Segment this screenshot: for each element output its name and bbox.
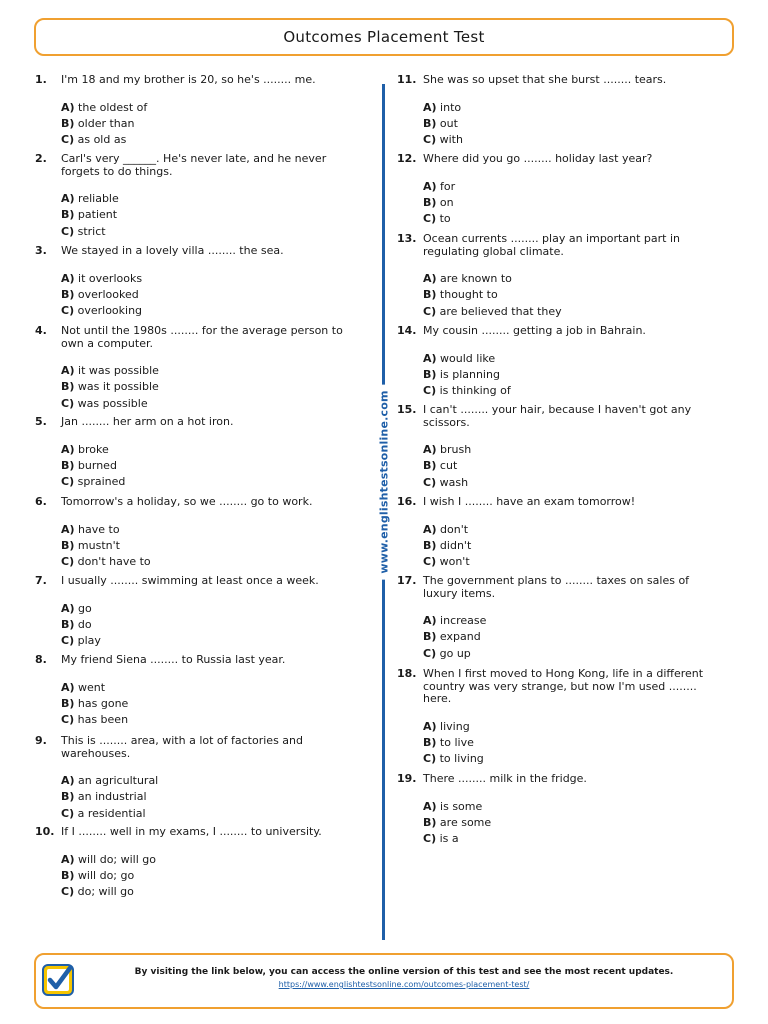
option-letter: A): [423, 100, 437, 114]
answer-option[interactable]: [61, 884, 156, 900]
option-text: on: [439, 195, 454, 209]
answer-option[interactable]: [61, 363, 159, 379]
option-text: it was possible: [78, 364, 159, 377]
answer-option[interactable]: [61, 224, 119, 240]
option-text: sprained: [77, 475, 126, 489]
answer-option[interactable]: [423, 351, 511, 367]
option-letter: C): [61, 224, 75, 238]
answer-option[interactable]: [61, 680, 128, 696]
question-text-line: I'm 18 and my brother is 20, so he's ........ me.: [61, 73, 316, 86]
option-text: will do; will go: [78, 852, 156, 866]
answer-option[interactable]: [61, 773, 158, 789]
question-text-line: here.: [423, 692, 452, 705]
option-text: expand: [439, 630, 481, 644]
option-letter: A): [61, 852, 75, 866]
question-text: [423, 325, 646, 338]
question-text-line: If I ........ well in my exams, I ........ to university.: [61, 825, 322, 838]
answer-option[interactable]: [423, 719, 484, 735]
question-number: 11.: [397, 73, 417, 86]
question-text-line: Ocean currents ........ play an important part in: [423, 232, 680, 245]
answer-option[interactable]: [61, 712, 128, 728]
option-text: patient: [77, 208, 118, 222]
option-text: are believed that they: [439, 304, 562, 318]
watermark-text: www.englishtestsonline.com: [374, 384, 395, 579]
option-letter: A): [423, 179, 437, 193]
answer-option[interactable]: [61, 852, 156, 868]
question-text-line: My friend Siena ........ to Russia last year.: [61, 653, 286, 666]
option-text: is some: [440, 799, 483, 813]
answer-options: [61, 680, 128, 729]
option-text: don't have to: [77, 555, 151, 569]
question-number: 18.: [397, 667, 417, 680]
answer-option[interactable]: [61, 191, 119, 207]
option-text: do; will go: [77, 885, 134, 899]
question-text-line: This is ........ area, with a lot of factories and: [61, 734, 303, 747]
answer-option[interactable]: [61, 396, 159, 412]
option-letter: A): [423, 614, 437, 627]
answer-option[interactable]: [423, 100, 463, 116]
option-text: won't: [439, 555, 470, 569]
answer-option[interactable]: [61, 617, 101, 633]
answer-option[interactable]: [61, 538, 151, 554]
answer-option[interactable]: [423, 116, 463, 132]
answer-option[interactable]: [61, 132, 147, 148]
question-text-line: When I first moved to Hong Kong, life in a different: [423, 667, 704, 680]
question-text-line: There ........ milk in the fridge.: [423, 772, 587, 785]
question-text-line: Not until the 1980s ........ for the average person to: [61, 324, 343, 337]
option-text: don't: [440, 522, 469, 536]
title-box: [34, 18, 734, 56]
option-letter: B): [423, 116, 437, 130]
option-letter: C): [61, 396, 75, 410]
question-text: [423, 233, 680, 258]
option-letter: B): [423, 538, 437, 552]
option-letter: B): [61, 458, 75, 472]
answer-option[interactable]: [423, 271, 562, 287]
option-letter: A): [61, 774, 75, 787]
answer-options: [61, 191, 119, 240]
answer-options: [423, 100, 463, 149]
option-text: cut: [439, 459, 458, 473]
question-text-line: luxury items.: [423, 586, 496, 600]
option-letter: B): [61, 868, 75, 882]
option-text: play: [77, 634, 101, 648]
answer-options: [423, 179, 455, 228]
option-letter: B): [423, 735, 437, 749]
question-number: 14.: [397, 324, 417, 337]
option-text: go up: [439, 646, 471, 660]
answer-option[interactable]: [423, 442, 471, 458]
answer-option[interactable]: [423, 179, 455, 195]
question-number: 6.: [35, 495, 47, 508]
question-number: 9.: [35, 734, 47, 747]
answer-options: [61, 271, 142, 320]
question-number: 2.: [35, 152, 47, 165]
option-text: has gone: [77, 696, 129, 710]
option-text: will do; go: [77, 868, 135, 882]
option-letter: C): [61, 475, 75, 489]
answer-option[interactable]: [423, 629, 486, 645]
answer-option[interactable]: [423, 735, 484, 751]
option-letter: A): [61, 192, 75, 205]
answer-option[interactable]: [423, 195, 455, 211]
question-text: [61, 654, 285, 667]
option-letter: B): [61, 116, 75, 130]
question-text-line: Carl's very ______. He's never late, and he never: [61, 152, 327, 165]
option-letter: B): [61, 380, 75, 394]
question-text: [61, 74, 316, 87]
question-text-line: own a computer.: [61, 336, 153, 350]
answer-option[interactable]: [423, 751, 484, 767]
footer-box: [34, 953, 734, 1009]
answer-option[interactable]: [423, 458, 471, 474]
option-text: have to: [78, 522, 120, 536]
option-text: went: [78, 680, 106, 694]
answer-options: [423, 613, 486, 662]
footer-link[interactable]: https://www.englishtestsonline.com/outcomes-placement-test/: [278, 980, 530, 989]
answer-option[interactable]: [423, 646, 486, 662]
question-text-line: We stayed in a lovely villa ........ the sea.: [61, 244, 284, 257]
question-text: [61, 245, 284, 258]
question-text: [423, 575, 689, 600]
answer-option[interactable]: [423, 538, 471, 554]
option-letter: C): [423, 384, 437, 398]
option-text: would like: [440, 351, 496, 365]
question-text: [423, 668, 703, 706]
question-number: 19.: [397, 772, 417, 785]
question-text: [423, 773, 587, 786]
option-letter: B): [423, 367, 437, 381]
question-text-line: I can't ........ your hair, because I haven't got any: [423, 403, 692, 416]
option-text: are some: [439, 815, 492, 829]
question-text-line: warehouses.: [61, 746, 131, 760]
option-text: with: [439, 133, 463, 147]
option-text: burned: [77, 458, 117, 472]
question-number: 16.: [397, 495, 417, 508]
question-text-line: She was so upset that she burst ........ tears.: [423, 73, 667, 86]
option-text: an industrial: [77, 790, 147, 804]
option-text: is thinking of: [439, 384, 511, 398]
question-text: [61, 575, 319, 588]
answer-option[interactable]: [61, 303, 142, 319]
question-number: 12.: [397, 152, 417, 165]
answer-option[interactable]: [423, 613, 486, 629]
option-text: do: [77, 617, 92, 631]
option-letter: A): [61, 364, 75, 377]
answer-option[interactable]: [61, 116, 147, 132]
answer-options: [61, 601, 101, 650]
option-letter: B): [61, 790, 75, 804]
question-text: [61, 826, 322, 839]
question-text: [423, 74, 666, 87]
option-text: was possible: [77, 396, 148, 410]
option-letter: C): [61, 713, 75, 727]
option-letter: C): [423, 555, 437, 569]
answer-option[interactable]: [61, 696, 128, 712]
option-letter: A): [61, 271, 75, 285]
question-text-line: I usually ........ swimming at least once a week.: [61, 574, 319, 587]
checkbox-icon: [40, 962, 76, 998]
option-text: to living: [439, 752, 484, 766]
option-text: to live: [439, 735, 474, 749]
option-text: go: [78, 601, 92, 615]
option-letter: A): [61, 522, 75, 536]
answer-options: [61, 100, 147, 149]
option-text: was it possible: [77, 380, 159, 394]
option-letter: B): [61, 696, 75, 710]
option-letter: C): [61, 806, 75, 820]
option-letter: C): [423, 752, 437, 766]
option-text: strict: [77, 224, 106, 238]
question-number: 15.: [397, 403, 417, 416]
question-text: [61, 153, 326, 178]
option-letter: B): [423, 630, 437, 644]
option-text: brush: [440, 443, 472, 456]
option-text: into: [440, 100, 462, 114]
question-text-line: I wish I ........ have an exam tomorrow!: [423, 495, 636, 508]
option-text: the oldest of: [78, 100, 148, 114]
option-letter: B): [61, 208, 75, 222]
question-text: [423, 404, 691, 429]
option-letter: A): [423, 522, 437, 536]
option-letter: A): [61, 100, 75, 114]
option-letter: A): [423, 351, 437, 365]
option-letter: A): [423, 443, 437, 456]
answer-option[interactable]: [423, 475, 471, 491]
option-letter: B): [423, 459, 437, 473]
answer-option[interactable]: [61, 442, 125, 458]
answer-option[interactable]: [423, 522, 471, 538]
answer-option[interactable]: [61, 554, 151, 570]
answer-option[interactable]: [423, 304, 562, 320]
question-text-line: Tomorrow's a holiday, so we ........ go to work.: [61, 495, 313, 508]
answer-options: [61, 363, 159, 412]
option-letter: C): [61, 304, 75, 318]
answer-option[interactable]: [423, 383, 511, 399]
option-text: as old as: [77, 133, 127, 147]
option-letter: C): [61, 634, 75, 648]
answer-option[interactable]: [61, 379, 159, 395]
question-text: [61, 325, 343, 350]
answer-option[interactable]: [61, 789, 158, 805]
option-text: out: [439, 116, 458, 130]
option-text: an agricultural: [78, 774, 159, 787]
answer-options: [423, 351, 511, 400]
answer-option[interactable]: [423, 132, 463, 148]
question-number: 1.: [35, 73, 47, 86]
option-letter: C): [61, 885, 75, 899]
option-text: broke: [78, 442, 109, 456]
answer-option[interactable]: [423, 799, 491, 815]
answer-options: [423, 271, 562, 320]
answer-option[interactable]: [61, 806, 158, 822]
option-letter: C): [423, 646, 437, 660]
question-text: [61, 496, 312, 509]
question-number: 3.: [35, 244, 47, 257]
answer-option[interactable]: [61, 458, 125, 474]
answer-option[interactable]: [423, 815, 491, 831]
question-text: [61, 735, 303, 760]
question-text-line: scissors.: [423, 415, 470, 429]
question-text: [423, 496, 635, 509]
option-text: overlooked: [77, 287, 139, 301]
option-text: has been: [77, 713, 129, 727]
option-text: a residential: [77, 806, 146, 820]
question-text-line: forgets to do things.: [61, 164, 173, 178]
answer-options: [423, 719, 484, 768]
question-number: 10.: [35, 825, 55, 838]
answer-option[interactable]: [61, 100, 147, 116]
option-text: reliable: [78, 192, 119, 205]
answer-option[interactable]: [423, 211, 455, 227]
option-text: increase: [440, 614, 487, 627]
question-number: 17.: [397, 574, 417, 587]
option-letter: C): [423, 475, 437, 489]
option-letter: B): [423, 288, 437, 302]
option-text: older than: [77, 116, 135, 130]
answer-option[interactable]: [61, 601, 101, 617]
option-text: to: [439, 212, 451, 226]
option-letter: C): [423, 133, 437, 147]
answer-option[interactable]: [61, 868, 156, 884]
option-letter: A): [61, 442, 75, 456]
question-number: 5.: [35, 415, 47, 428]
answer-options: [61, 773, 158, 822]
option-text: overlooking: [77, 304, 143, 318]
option-text: are known to: [440, 272, 512, 285]
page-title: Outcomes Placement Test: [283, 28, 485, 46]
option-letter: C): [61, 555, 75, 569]
option-letter: A): [61, 680, 75, 694]
question-text-line: regulating global climate.: [423, 244, 564, 258]
answer-option[interactable]: [61, 522, 151, 538]
option-letter: B): [423, 815, 437, 829]
question-text: [423, 153, 652, 166]
answer-option[interactable]: [423, 831, 491, 847]
option-text: is a: [439, 832, 459, 846]
answer-option[interactable]: [61, 474, 125, 490]
question-number: 13.: [397, 232, 417, 245]
option-letter: B): [61, 617, 75, 631]
question-number: 4.: [35, 324, 47, 337]
option-letter: B): [61, 287, 75, 301]
answer-option[interactable]: [61, 207, 119, 223]
option-text: it overlooks: [78, 271, 143, 285]
option-letter: A): [423, 719, 437, 733]
answer-options: [61, 522, 151, 571]
answer-options: [61, 442, 125, 491]
question-number: 7.: [35, 574, 47, 587]
option-text: thought to: [439, 288, 498, 302]
answer-options: [423, 442, 471, 491]
option-letter: C): [423, 304, 437, 318]
option-text: is planning: [439, 367, 500, 381]
answer-options: [423, 799, 491, 848]
answer-option[interactable]: [61, 287, 142, 303]
footer-text: By visiting the link below, you can access the online version of this test and see the most recent updates.: [134, 967, 674, 977]
option-letter: C): [423, 832, 437, 846]
option-letter: B): [61, 538, 75, 552]
question-text-line: The government plans to ........ taxes on sales of: [423, 574, 690, 587]
question-text-line: My cousin ........ getting a job in Bahrain.: [423, 324, 646, 337]
option-letter: A): [61, 601, 75, 615]
question-text-line: country was very strange, but now I'm used ........: [423, 679, 697, 693]
option-text: living: [440, 719, 470, 733]
option-letter: C): [61, 133, 75, 147]
question-number: 8.: [35, 653, 47, 666]
answer-option[interactable]: [423, 367, 511, 383]
option-text: for: [440, 179, 456, 193]
watermark: [372, 390, 396, 574]
option-letter: A): [423, 272, 437, 285]
question-text-line: Jan ........ her arm on a hot iron.: [61, 415, 234, 428]
option-letter: C): [423, 212, 437, 226]
option-letter: B): [423, 195, 437, 209]
answer-option[interactable]: [61, 271, 142, 287]
answer-options: [423, 522, 471, 571]
question-text: [61, 416, 233, 429]
option-text: mustn't: [77, 538, 120, 552]
question-text-line: Where did you go ........ holiday last year?: [423, 152, 653, 165]
answer-option[interactable]: [61, 633, 101, 649]
option-text: didn't: [439, 538, 472, 552]
answer-option[interactable]: [423, 554, 471, 570]
option-letter: A): [423, 799, 437, 813]
answer-options: [61, 852, 156, 901]
option-text: wash: [439, 475, 469, 489]
answer-option[interactable]: [423, 287, 562, 303]
